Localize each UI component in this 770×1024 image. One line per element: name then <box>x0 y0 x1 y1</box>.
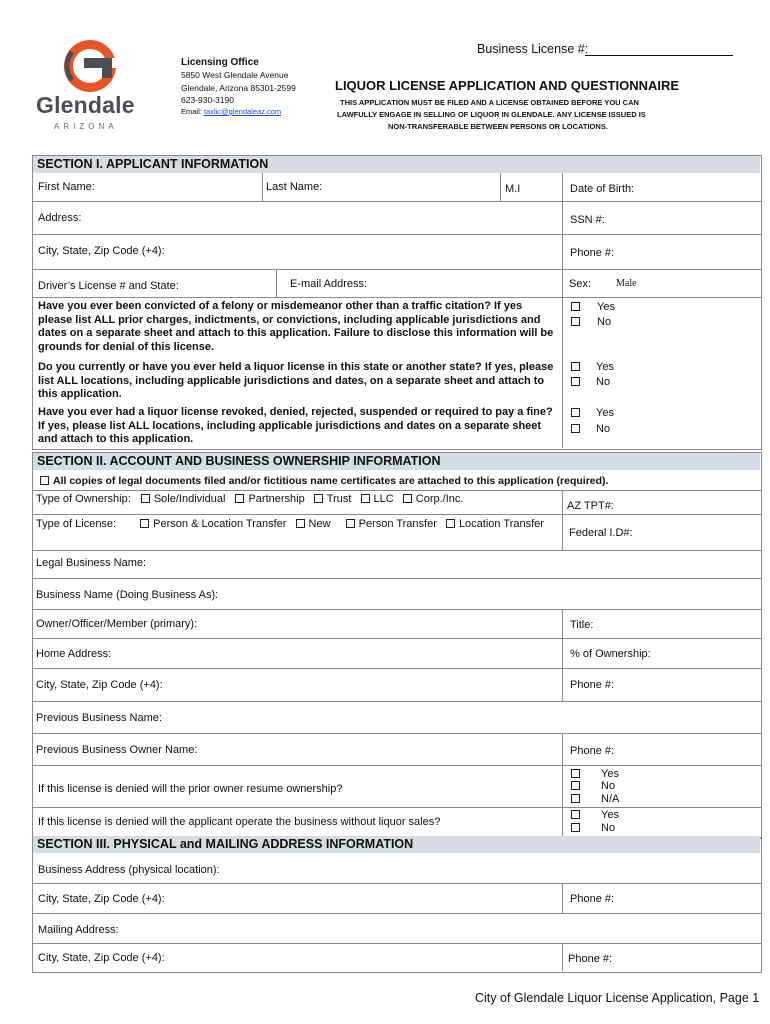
previous-owner-name-field[interactable]: Previous Business Owner Name: <box>36 744 198 756</box>
resume-no-option[interactable]: No <box>571 780 615 792</box>
q1-yes-option[interactable]: Yes <box>571 301 615 313</box>
owner-title-field[interactable]: Title: <box>570 619 594 631</box>
question-license-revoked: Have you ever had a liquor license revoked, denied, rejected, suspended or required to pay a fine? If yes, please list ALL locations, including applicable jurisdictions and dates on a separate sheet and attach to this application. <box>38 406 553 445</box>
office-email: Email: taxlic@glendaleaz.com <box>181 107 282 116</box>
checkbox-icon[interactable] <box>296 519 305 528</box>
question-operate-without-liquor: If this license is denied will the applicant operate the business without liquor sales? <box>38 816 441 828</box>
operate-no-option[interactable]: No <box>571 822 615 834</box>
checkbox-icon[interactable] <box>571 377 580 386</box>
notice-line-3: NON-TRANSFERABLE BETWEEN PERSONS OR LOCATIONS. <box>388 122 608 131</box>
ownership-partnership[interactable]: Partnership <box>235 493 304 505</box>
legal-business-name-field[interactable]: Legal Business Name: <box>36 557 147 569</box>
checkbox-icon[interactable] <box>571 302 580 311</box>
office-phone: 623-930-3190 <box>181 95 234 105</box>
az-tpt-field[interactable]: AZ TPT#: <box>567 500 614 512</box>
ownership-corp[interactable]: Corp./Inc. <box>403 493 464 505</box>
ownership-type-row: Type of Ownership: Sole/Individual Partnership Trust LLC Corp./Inc. <box>36 493 464 505</box>
q3-yes-option[interactable]: Yes <box>571 407 614 419</box>
checkbox-icon[interactable] <box>314 494 323 503</box>
checkbox-icon[interactable] <box>571 362 580 371</box>
checkbox-icon[interactable] <box>346 519 355 528</box>
license-person-location-transfer[interactable]: Person & Location Transfer <box>140 518 286 530</box>
resume-yes-option[interactable]: Yes <box>571 768 619 780</box>
checkbox-icon[interactable] <box>571 823 580 832</box>
logo-state: ARIZONA <box>54 122 118 131</box>
documents-attached-option[interactable]: All copies of legal documents filed and/or fictitious name certificates are attached to this application (required). <box>40 475 608 487</box>
owner-primary-field[interactable]: Owner/Officer/Member (primary): <box>36 618 198 630</box>
license-new[interactable]: New <box>296 518 331 530</box>
notice-line-1: THIS APPLICATION MUST BE FILED AND A LICENSE OBTAINED BEFORE YOU CAN <box>340 98 639 107</box>
checkbox-icon[interactable] <box>571 769 580 778</box>
checkbox-icon[interactable] <box>403 494 412 503</box>
drivers-license-field[interactable]: Driver’s License # and State: <box>38 280 179 292</box>
checkbox-icon[interactable] <box>40 476 49 485</box>
glendale-g-icon <box>32 36 152 96</box>
checkbox-icon[interactable] <box>140 519 149 528</box>
section-2-frame <box>32 452 762 839</box>
q3-no-option[interactable]: No <box>571 423 610 435</box>
ownership-llc[interactable]: LLC <box>361 493 394 505</box>
last-name-field[interactable]: Last Name: <box>266 181 323 193</box>
glendale-logo <box>32 36 152 132</box>
ownership-percent-field[interactable]: % of Ownership: <box>570 648 651 660</box>
section-1-title: SECTION I. APPLICANT INFORMATION <box>33 156 760 173</box>
question-criminal-history: Have you ever been convicted of a felony or misdemeanor other than a traffic citation? If yes please list ALL prior charges, indictments, or convictions, including applicable jurisdictions and dates on a separate sheet and attach to this application. Failure to disclose this information will be grounds for denial of this license. <box>38 300 554 353</box>
email-address-field[interactable]: E-mail Address: <box>290 278 368 290</box>
date-of-birth-field[interactable]: Date of Birth: <box>570 183 635 195</box>
business-license-label: Business License #: <box>477 42 589 56</box>
office-title: Licensing Office <box>181 57 259 68</box>
notice-line-2: LAWFULLY ENGAGE IN SELLING OF LIQUOR IN GLENDALE. ANY LICENSE ISSUED IS <box>337 110 646 119</box>
sex-value[interactable]: Male <box>616 278 637 289</box>
license-type-row: Type of License: Person & Location Transfer New Person Transfer Location Transfer <box>36 518 544 530</box>
mailing-city-state-zip-field[interactable]: City, State, Zip Code (+4): <box>38 952 165 964</box>
ssn-field[interactable]: SSN #: <box>570 214 605 226</box>
logo-wordmark: Glendale <box>36 92 135 118</box>
address-field[interactable]: Address: <box>38 212 82 224</box>
sex-label: Sex: <box>569 278 592 290</box>
first-name-field[interactable]: First Name: <box>38 181 95 193</box>
document-title: LIQUOR LICENSE APPLICATION AND QUESTIONNAIRE <box>335 78 680 93</box>
q1-no-option[interactable]: No <box>571 316 611 328</box>
checkbox-icon[interactable] <box>141 494 150 503</box>
city-state-zip-field[interactable]: City, State, Zip Code (+4): <box>38 245 165 257</box>
license-location-transfer[interactable]: Location Transfer <box>446 518 544 530</box>
ownership-sole[interactable]: Sole/Individual <box>141 493 226 505</box>
q2-no-option[interactable]: No <box>571 376 610 388</box>
section-2-title: SECTION II. ACCOUNT AND BUSINESS OWNERSHIP INFORMATION <box>33 453 760 470</box>
office-address1: 5850 West Glendale Avenue <box>181 70 289 80</box>
checkbox-icon[interactable] <box>235 494 244 503</box>
checkbox-icon[interactable] <box>571 408 580 417</box>
operate-yes-option[interactable]: Yes <box>571 809 619 821</box>
license-person-transfer[interactable]: Person Transfer <box>346 518 437 530</box>
middle-initial-field[interactable]: M.I <box>505 183 521 195</box>
owner-city-state-zip-field[interactable]: City, State, Zip Code (+4): <box>36 679 163 691</box>
previous-owner-phone-field[interactable]: Phone #: <box>570 745 615 757</box>
business-license-field[interactable] <box>585 55 733 56</box>
checkbox-icon[interactable] <box>571 794 580 803</box>
section-3-title: SECTION III. PHYSICAL and MAILING ADDRESS INFORMATION <box>33 836 760 853</box>
question-prior-owner-resume: If this license is denied will the prior owner resume ownership? <box>38 783 343 795</box>
business-physical-address-field[interactable]: Business Address (physical location): <box>38 864 220 876</box>
business-phone-field[interactable]: Phone #: <box>570 893 615 905</box>
page-footer: City of Glendale Liquor License Application, Page 1 <box>475 991 760 1005</box>
dba-field[interactable]: Business Name (Doing Business As): <box>36 589 219 601</box>
mailing-phone-field[interactable]: Phone #: <box>568 953 613 965</box>
checkbox-icon[interactable] <box>361 494 370 503</box>
office-email-link[interactable]: taxlic@glendaleaz.com <box>203 107 282 116</box>
resume-na-option[interactable]: N/A <box>571 793 619 805</box>
question-prior-license: Do you currently or have you ever held a liquor license in this state or another state? If yes, please list ALL locations, including applicable jurisdictions and dates, on a separate sheet and attach to this application. <box>38 361 554 400</box>
mailing-address-field[interactable]: Mailing Address: <box>38 924 119 936</box>
checkbox-icon[interactable] <box>571 810 580 819</box>
checkbox-icon[interactable] <box>571 781 580 790</box>
checkbox-icon[interactable] <box>571 317 580 326</box>
ownership-trust[interactable]: Trust <box>314 493 352 505</box>
owner-phone-field[interactable]: Phone #: <box>570 679 615 691</box>
office-address2: Glendale, Arizona 85301-2599 <box>181 83 296 93</box>
home-address-field[interactable]: Home Address: <box>36 648 112 660</box>
checkbox-icon[interactable] <box>446 519 455 528</box>
federal-id-field[interactable]: Federal I.D#: <box>569 527 633 539</box>
previous-business-name-field[interactable]: Previous Business Name: <box>36 712 162 724</box>
phone-field[interactable]: Phone #: <box>570 247 615 259</box>
checkbox-icon[interactable] <box>571 424 580 433</box>
q2-yes-option[interactable]: Yes <box>571 361 614 373</box>
business-city-state-zip-field[interactable]: City, State, Zip Code (+4): <box>38 893 165 905</box>
